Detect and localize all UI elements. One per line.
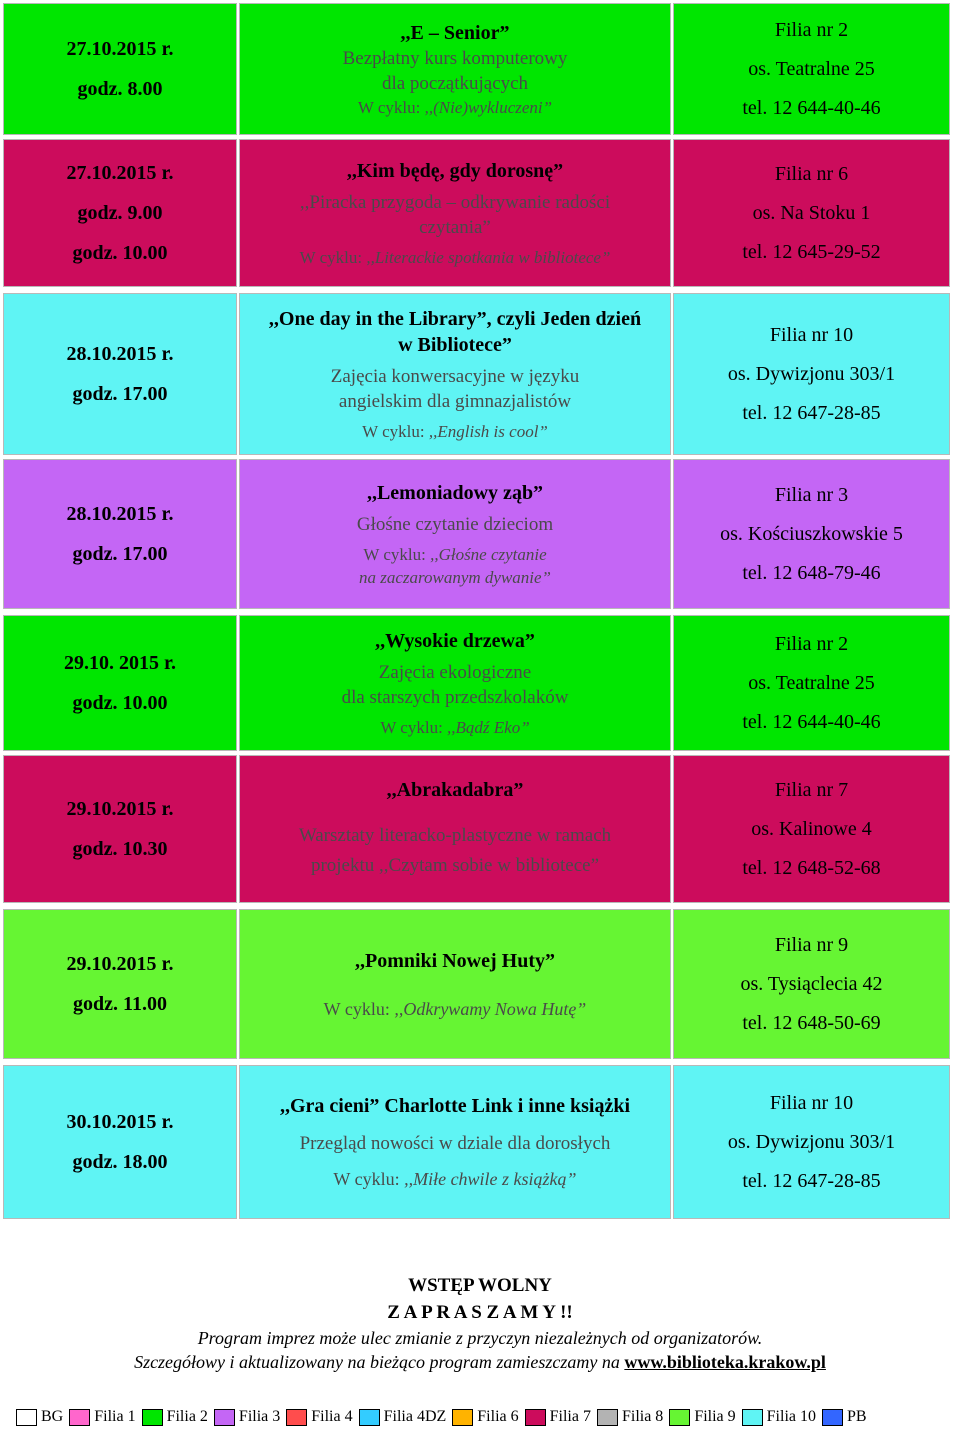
event-cell — [239, 293, 671, 455]
event-title: ,,E – Senior” — [400, 21, 510, 44]
legend-item — [742, 1408, 822, 1426]
event-time: godz. 18.00 — [72, 1151, 168, 1173]
invitation: Z A P R A S Z A M Y !! — [387, 1302, 573, 1323]
legend-swatch — [597, 1409, 618, 1426]
date-cell — [3, 459, 237, 609]
event-date: 29.10.2015 r. — [66, 953, 174, 975]
event-time: godz. 17.00 — [72, 543, 168, 565]
legend-item — [214, 1408, 286, 1426]
branch-phone: tel. 12 645-29-52 — [742, 240, 881, 263]
legend-swatch — [16, 1409, 37, 1426]
event-date: 29.10. 2015 r. — [63, 652, 177, 674]
event-title: ,,Pomniki Nowej Huty” — [355, 949, 555, 972]
branch-name: Filia nr 10 — [769, 1091, 854, 1114]
legend-label: Filia 1 — [94, 1408, 136, 1425]
event-desc: Warsztaty literacko-plastyczne w ramach — [298, 825, 612, 846]
place-cell — [673, 1065, 950, 1219]
legend-item — [286, 1408, 358, 1426]
event-date: 27.10.2015 r. — [66, 162, 174, 184]
event-desc: ,,Piracka przygoda – odkrywanie radości — [299, 191, 611, 213]
event-row — [2, 614, 957, 752]
event-row — [2, 458, 957, 610]
event-desc: dla starszych przedszkolaków — [341, 686, 569, 708]
legend-swatch — [69, 1409, 90, 1426]
branch-phone: tel. 12 644-40-46 — [742, 96, 881, 119]
branch-legend — [16, 1404, 946, 1430]
event-time: godz. 9.00 — [77, 202, 163, 224]
branch-name: Filia nr 6 — [774, 162, 849, 185]
event-row — [2, 908, 957, 1060]
event-time: godz. 10.00 — [72, 242, 168, 264]
event-desc: Bezpłatny kurs komputerowy — [342, 47, 568, 69]
event-desc: Głośne czytanie dzieciom — [356, 513, 554, 535]
legend-label: Filia 7 — [549, 1408, 591, 1425]
event-desc: czytania” — [419, 216, 491, 238]
legend-swatch — [669, 1409, 690, 1426]
event-cycle: na zaczarowanym dywanie” — [358, 567, 552, 587]
event-title: ,,Wysokie drzewa” — [375, 629, 535, 652]
legend-label: Filia 3 — [238, 1408, 281, 1425]
legend-item — [822, 1408, 873, 1426]
legend-label: Filia 8 — [621, 1408, 664, 1425]
event-cell — [239, 459, 671, 609]
free-entry: WSTĘP WOLNY — [408, 1275, 552, 1296]
branch-address: os. Kościuszkowskie 5 — [720, 522, 903, 545]
legend-swatch — [286, 1409, 307, 1426]
legend-label: Filia 2 — [166, 1408, 208, 1425]
branch-address: os. Teatralne 25 — [748, 671, 875, 694]
event-row — [2, 292, 957, 456]
branch-address: os. Teatralne 25 — [748, 57, 875, 80]
footer — [0, 1272, 960, 1374]
branch-name: Filia nr 2 — [774, 18, 849, 41]
event-desc: dla początkujących — [381, 72, 529, 94]
branch-name: Filia nr 3 — [774, 483, 849, 506]
event-cycle: W cyklu: ,,Literackie spotkania w bibliotece” — [299, 247, 611, 267]
legend-item — [359, 1408, 453, 1426]
legend-item — [452, 1408, 524, 1426]
event-time: godz. 8.00 — [77, 78, 163, 100]
place-cell — [673, 755, 950, 903]
branch-address: os. Tysiąclecia 42 — [740, 972, 883, 995]
date-cell — [3, 615, 237, 751]
event-row — [2, 1064, 957, 1220]
event-cell — [239, 615, 671, 751]
legend-label: Filia 4 — [311, 1408, 353, 1425]
legend-swatch — [525, 1409, 546, 1426]
branch-phone: tel. 12 647-28-85 — [742, 1169, 881, 1192]
event-desc: Zajęcia ekologiczne — [378, 661, 532, 683]
event-date: 30.10.2015 r. — [66, 1111, 174, 1133]
branch-phone: tel. 12 647-28-85 — [742, 401, 881, 424]
place-cell — [673, 293, 950, 455]
branch-name: Filia nr 9 — [774, 933, 849, 956]
date-cell — [3, 909, 237, 1059]
legend-label: BG — [41, 1408, 64, 1425]
date-cell — [3, 1065, 237, 1219]
branch-address: os. Dywizjonu 303/1 — [727, 362, 896, 385]
legend-item — [16, 1408, 69, 1426]
event-cycle: W cyklu: ,,Miłe chwile z książką” — [333, 1169, 577, 1189]
date-cell — [3, 293, 237, 455]
event-desc: projektu ,,Czytam sobie w bibliotece” — [310, 855, 600, 876]
event-cycle: W cyklu: ,,Głośne czytanie — [363, 544, 547, 564]
legend-item — [525, 1408, 597, 1426]
place-cell — [673, 3, 950, 135]
event-date: 29.10.2015 r. — [66, 798, 174, 820]
legend-item — [669, 1408, 741, 1426]
event-title: ,,One day in the Library”, czyli Jeden dzień w Bibliotece” — [268, 307, 642, 356]
branch-phone: tel. 12 648-79-46 — [742, 561, 881, 584]
event-cycle: W cyklu: ,,English is cool” — [362, 421, 548, 441]
legend-label: PB — [847, 1408, 867, 1425]
event-desc: Zajęcia konwersacyjne w języku — [330, 365, 580, 387]
place-cell — [673, 909, 950, 1059]
event-row — [2, 138, 957, 288]
event-date: 27.10.2015 r. — [66, 38, 174, 60]
event-time: godz. 10.30 — [72, 838, 168, 860]
change-notice: Program imprez może ulec zmianie z przyczyn niezależnych od organizatorów. — [197, 1328, 763, 1348]
legend-swatch — [822, 1409, 843, 1426]
legend-swatch — [214, 1409, 235, 1426]
date-cell — [3, 139, 237, 287]
event-title: ,,Gra cieni” Charlotte Link i inne książki — [279, 1095, 631, 1117]
event-cycle: W cyklu: ,,(Nie)wykluczeni” — [357, 97, 553, 117]
branch-address: os. Kalinowe 4 — [751, 817, 872, 840]
legend-label: Filia 10 — [766, 1408, 816, 1425]
event-row — [2, 754, 957, 904]
branch-address: os. Dywizjonu 303/1 — [727, 1130, 896, 1153]
date-cell — [3, 755, 237, 903]
event-cell — [239, 909, 671, 1059]
event-title: ,,Kim będę, gdy dorosnę” — [346, 159, 564, 182]
place-cell — [673, 459, 950, 609]
event-time: godz. 11.00 — [73, 993, 167, 1015]
event-cell — [239, 755, 671, 903]
date-cell — [3, 3, 237, 135]
event-title: ,,Abrakadabra” — [386, 779, 524, 801]
legend-item — [69, 1408, 141, 1426]
legend-label: Filia 9 — [694, 1408, 736, 1425]
legend-item — [142, 1408, 214, 1426]
event-cycle: W cyklu: ,,Odkrywamy Nowa Hutę” — [323, 998, 587, 1019]
event-cell — [239, 3, 671, 135]
branch-phone: tel. 12 644-40-46 — [742, 710, 881, 733]
event-title: ,,Lemoniadowy ząb” — [366, 481, 544, 504]
branch-name: Filia nr 10 — [769, 323, 854, 346]
legend-label: Filia 4DZ — [383, 1408, 447, 1425]
event-cycle: W cyklu: ,,Bądź Eko” — [380, 717, 530, 737]
legend-item — [597, 1408, 669, 1426]
event-cell — [239, 139, 671, 287]
event-date: 28.10.2015 r. — [66, 503, 174, 525]
place-cell — [673, 139, 950, 287]
event-desc: angielskim dla gimnazjalistów — [338, 390, 572, 412]
branch-name: Filia nr 2 — [774, 632, 849, 655]
event-time: godz. 10.00 — [72, 692, 168, 714]
event-cell — [239, 1065, 671, 1219]
website-notice: Szczegółowy i aktualizowany na bieżąco program zamieszczamy na www.biblioteka.krakow.pl — [134, 1352, 826, 1372]
legend-label: Filia 6 — [477, 1408, 519, 1425]
event-desc: Przegląd nowości w dziale dla dorosłych — [299, 1133, 611, 1154]
branch-phone: tel. 12 648-52-68 — [742, 856, 881, 879]
event-date: 28.10.2015 r. — [66, 343, 174, 365]
website-link[interactable]: www.biblioteka.krakow.pl — [624, 1352, 826, 1372]
legend-swatch — [452, 1409, 473, 1426]
branch-name: Filia nr 7 — [774, 778, 849, 801]
place-cell — [673, 615, 950, 751]
branch-phone: tel. 12 648-50-69 — [742, 1011, 881, 1034]
event-time: godz. 17.00 — [72, 383, 168, 405]
legend-swatch — [142, 1409, 163, 1426]
legend-swatch — [359, 1409, 380, 1426]
event-row — [2, 2, 957, 136]
legend-swatch — [742, 1409, 763, 1426]
branch-address: os. Na Stoku 1 — [752, 201, 871, 224]
